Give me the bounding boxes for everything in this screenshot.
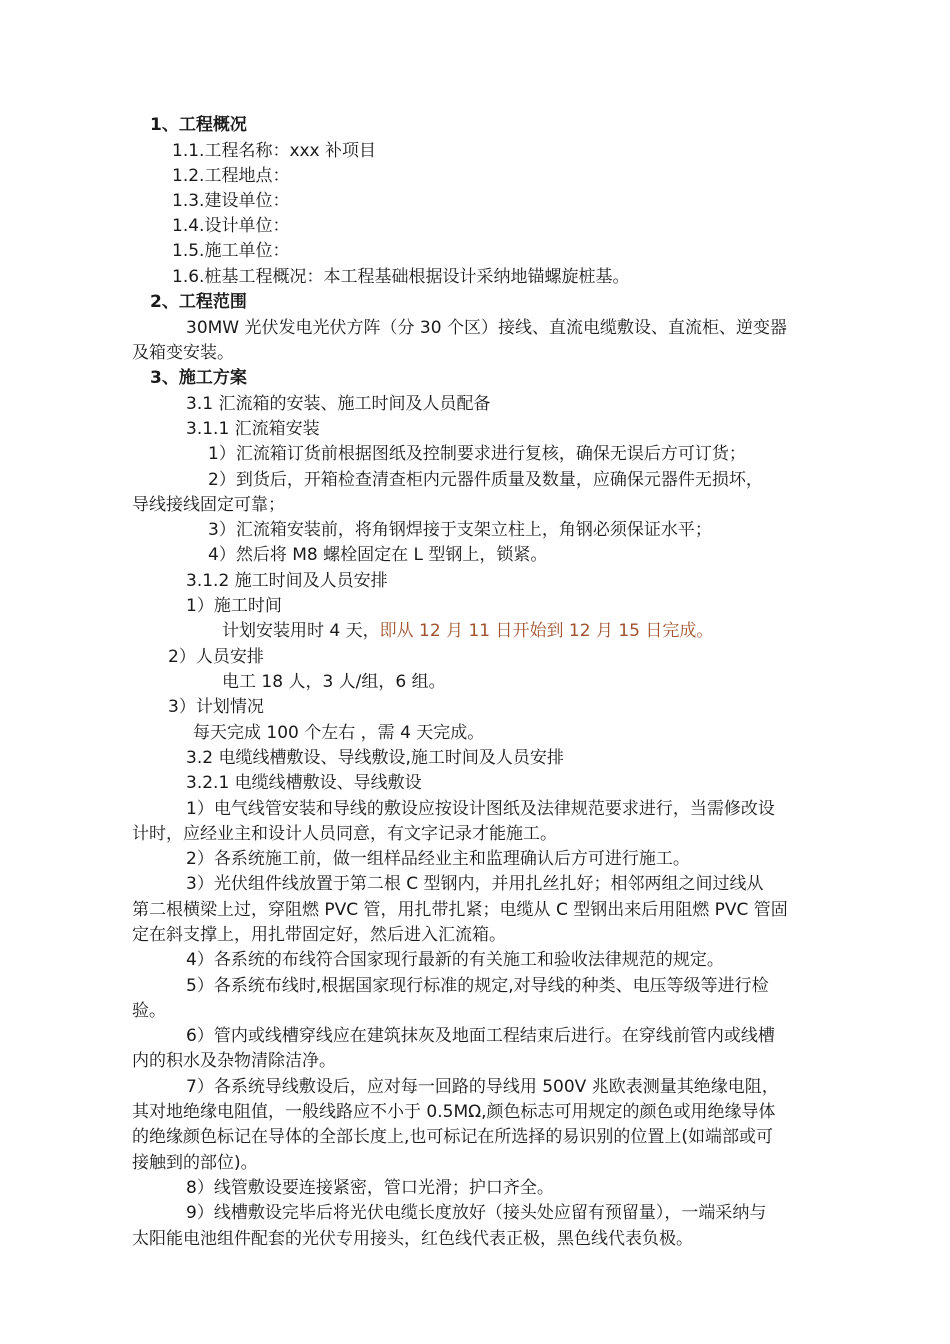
item-3-1-1-1: 1）汇流箱订货前根据图纸及控制要求进行复核，确保无误后方可订货； — [208, 444, 746, 464]
item-3-2-1-6-cont: 内的积水及杂物清除洁净。 — [132, 1051, 336, 1071]
item-3-2-1-7-cont-2: 的绝缘颜色标记在导体的全部长度上,也可标记在所选择的易识别的位置上(如端部或可 — [132, 1127, 774, 1147]
subsection-3-1: 3.1 汇流箱的安装、施工时间及人员配备 — [186, 394, 491, 414]
construction-unit: 1.3.建设单位： — [172, 191, 290, 211]
pile-overview: 1.6.桩基工程概况：本工程基础根据设计采纳地锚螺旋桩基。 — [172, 267, 630, 287]
schedule-dates: 即从 12 月 11 日开始到 12 月 15 日完成。 — [379, 621, 714, 641]
item-3-2-1-7-cont-1: 其对地绝缘电阻值，一般线路应不小于 0.5MΩ,颜色标志可用规定的颜色或用绝缘导体 — [132, 1102, 776, 1122]
item-3-2-1-6: 6）管内或线槽穿线应在建筑抹灰及地面工程结束后进行。在穿线前管内或线槽 — [186, 1026, 775, 1046]
scope-line-1: 30MW 光伏发电光伏方阵（分 30 个区）接线、直流电缆敷设、直流柜、逆变器 — [186, 318, 787, 338]
item-3-2-1-1: 1）电气线管安装和导线的敷设应按设计图纸及法律规范要求进行，当需修改设 — [186, 799, 775, 819]
item-3-1-1-3: 3）汇流箱安装前，将角钢焊接于支架立柱上，角钢必须保证水平； — [208, 520, 712, 540]
item-3-2-1-1-cont: 计时，应经业主和设计人员同意，有文字记录才能施工。 — [132, 824, 557, 844]
item-3-2-1-3-cont-1: 第二根横梁上过，穿阻燃 PVC 管，用扎带扎紧；电缆从 C 型钢出来后用阻燃 PVC 管固 — [132, 900, 788, 920]
item-3-2-1-5: 5）各系统布线时,根据国家现行标准的规定,对导线的种类、电压等级等进行检 — [186, 976, 769, 996]
item-3-2-1-4: 4）各系统的布线符合国家现行最新的有关施工和验收法律规范的规定。 — [186, 950, 724, 970]
item-3-2-1-3-cont-2: 定在斜支撑上，用扎带固定好，然后进入汇流箱。 — [132, 925, 506, 945]
schedule-duration: 计划安装用时 4 天， — [222, 621, 380, 641]
plan-text: 每天完成 100 个左右 ，需 4 天完成。 — [193, 723, 485, 743]
schedule-text — [222, 619, 713, 643]
item-3-2-1-2: 2）各系统施工前，做一组样品经业主和监理确认后方可进行施工。 — [186, 849, 690, 869]
item-3-2-1-3: 3）光伏组件线放置于第二根 C 型钢内，并用扎丝扎好；相邻两组之间过线从 — [186, 874, 764, 894]
builder-unit: 1.5.施工单位： — [172, 241, 290, 261]
schedule-heading: 1）施工时间 — [186, 596, 282, 616]
scope-line-2: 及箱变安装。 — [132, 343, 234, 363]
subsection-3-1-1: 3.1.1 汇流箱安装 — [186, 419, 320, 439]
project-name: 1.1.工程名称：xxx 补项目 — [172, 141, 377, 161]
plan-heading: 3）计划情况 — [168, 697, 264, 717]
section-heading-2: 2、工程范围 — [150, 292, 247, 312]
design-unit: 1.4.设计单位： — [172, 216, 290, 236]
project-location: 1.2.工程地点： — [172, 166, 290, 186]
item-3-1-1-2-cont: 导线接线固定可靠； — [132, 495, 285, 515]
staffing-heading: 2）人员安排 — [168, 647, 264, 667]
staffing-text: 电工 18 人，3 人/组，6 组。 — [222, 672, 446, 692]
item-3-2-1-7-cont-3: 接触到的部位)。 — [132, 1153, 258, 1173]
section-heading-3: 3、施工方案 — [150, 368, 247, 388]
item-3-2-1-8: 8）线管敷设要连接紧密，管口光滑；护口齐全。 — [186, 1178, 554, 1198]
subsection-3-1-2: 3.1.2 施工时间及人员安排 — [186, 571, 388, 591]
item-3-2-1-5-cont: 验。 — [132, 1001, 166, 1021]
item-3-2-1-7: 7）各系统导线敷设后，应对每一回路的导线用 500V 兆欧表测量其绝缘电阻， — [186, 1077, 779, 1097]
item-3-1-1-2: 2）到货后，开箱检查清查柜内元器件质量及数量，应确保元器件无损坏， — [208, 470, 763, 490]
subsection-3-2-1: 3.2.1 电缆线槽敷设、导线敷设 — [186, 773, 422, 793]
section-heading-1: 1、工程概况 — [150, 115, 247, 135]
item-3-1-1-4: 4）然后将 M8 螺栓固定在 L 型钢上，锁紧。 — [208, 545, 548, 565]
subsection-3-2: 3.2 电缆线槽敷设、导线敷设,施工时间及人员安排 — [186, 748, 564, 768]
item-3-2-1-9: 9）线槽敷设完毕后将光伏电缆长度放好（接头处应留有预留量），一端采纳与 — [186, 1203, 767, 1223]
item-3-2-1-9-cont: 太阳能电池组件配套的光伏专用接头，红色线代表正极，黑色线代表负极。 — [132, 1229, 693, 1249]
